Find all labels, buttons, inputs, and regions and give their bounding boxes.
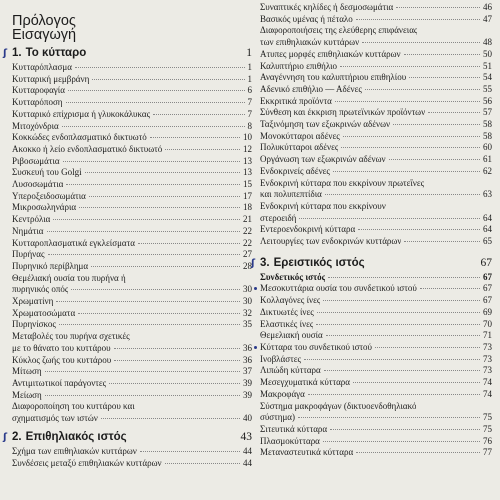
toc-entry-page: 1	[247, 73, 252, 84]
toc-entry-title: Οργάνωση των εξωκρινών αδένων	[260, 154, 386, 165]
toc-entry-title: Ενδοκρινή κύτταρα που εκκρίνουν	[260, 200, 386, 211]
toc-entry-title: Σιτευτικά κύτταρα	[260, 423, 328, 434]
toc-entry	[12, 261, 252, 273]
toc-entry-page: 28	[243, 260, 252, 271]
toc-entry-title: Σύνθεση και έκκριση πρωτεϊνικών προϊόντων	[260, 107, 426, 118]
toc-entry	[260, 365, 492, 377]
toc-entry-title: Μεταβολές του πυρήνα σχετικές	[12, 331, 130, 342]
toc-entry	[260, 342, 492, 354]
preface-heading: Πρόλογος	[12, 13, 76, 29]
toc-entry-title: Μείωση	[12, 389, 42, 400]
toc-entry-title: Εντεροενδοκρινή κύτταρα	[260, 224, 356, 235]
toc-entry	[260, 295, 492, 307]
toc-entry	[260, 377, 492, 389]
toc-entry-title: Ενδοκρινείς αδένες	[260, 165, 330, 176]
toc-entry-page: 73	[483, 341, 492, 352]
toc-entry	[12, 121, 252, 133]
toc-entry-page: 57	[483, 107, 492, 118]
bullet-mark-icon	[254, 287, 257, 290]
toc-entry	[12, 296, 252, 308]
toc-right-list	[260, 2, 492, 248]
toc-entry-page: 37	[243, 366, 252, 377]
toc-entry-page: 51	[483, 60, 492, 71]
toc-entry	[12, 179, 252, 191]
toc-entry	[12, 401, 252, 413]
toc-entry-title: Πολυκύτταροι αδένες	[260, 142, 339, 153]
toc-entry-title: Κύτταρα του συνδετικού ιστού	[260, 341, 373, 352]
toc-entry-title: Μακροφάγα	[260, 388, 305, 399]
toc-entry	[12, 144, 252, 156]
toc-entry	[12, 458, 252, 470]
toc-entry	[260, 389, 492, 401]
toc-entry	[260, 2, 492, 14]
toc-entry-page: 62	[483, 165, 492, 176]
toc-entry-page: 8	[247, 120, 252, 131]
toc-entry-title: Κυτταροπλασματικά εγκλείσματα	[12, 237, 135, 248]
toc-entry	[260, 283, 492, 295]
toc-entry-title: Νημάτια	[12, 225, 44, 236]
toc-entry-page: 30	[243, 284, 252, 295]
section-2-heading: ʃ 2. Επιθηλιακός ιστός 43	[12, 429, 252, 446]
toc-entry-title: Κολλαγόνες ίνες	[260, 295, 321, 306]
toc-entry-title: Μίτωση	[12, 366, 42, 377]
toc-entry-page: 30	[243, 296, 252, 307]
toc-entry-page: 22	[243, 237, 252, 248]
toc-entry-title: με το θάνατο του κυττάρου	[12, 342, 111, 353]
toc-entry	[12, 226, 252, 238]
toc-left-list	[12, 62, 252, 425]
toc-entry	[260, 213, 492, 225]
toc-entry-page: 44	[243, 457, 252, 468]
toc-entry-title: Αδενικό επιθήλιο — Αδένες	[260, 83, 362, 94]
toc-entry-title: Κύκλος ζωής του κυττάρου	[12, 354, 112, 365]
toc-entry	[260, 424, 492, 436]
toc-entry	[12, 378, 252, 390]
toc-entry-page: 75	[483, 412, 492, 423]
toc-entry	[12, 85, 252, 97]
toc-entry-page: 7	[247, 108, 252, 119]
toc-entry-page: 60	[483, 142, 492, 153]
toc-entry	[260, 201, 492, 213]
toc-entry-title: Θεμέλιακή ουσία του πυρήνα ή	[12, 272, 126, 283]
toc-entry-title: Ελαστικές ίνες	[260, 318, 314, 329]
toc-entry-page: 36	[243, 342, 252, 353]
toc-entry	[260, 14, 492, 26]
toc-entry-page: 54	[483, 72, 492, 83]
toc-entry-title: σχηματισμός των ιστών	[12, 413, 98, 424]
toc-entry-title: Κεντρόλια	[12, 214, 51, 225]
toc-entry	[260, 166, 492, 178]
toc-entry-page: 13	[243, 155, 252, 166]
toc-entry-title: Ακοκκο ή λείο ενδοπλασματικό δικτυωτό	[12, 143, 163, 154]
toc-entry-title: Αντιμιτωτικοί παράγοντες	[12, 377, 107, 388]
toc-entry	[260, 37, 492, 49]
toc-entry-page: 27	[243, 249, 252, 260]
toc-entry	[12, 390, 252, 402]
toc-entry-title: Χρωματίνη	[12, 296, 54, 307]
pen-mark-icon: ʃ	[3, 431, 8, 443]
toc-entry-title: Διαφοροποιήσεις της ελεύθερης επιφάνειας	[260, 25, 418, 36]
toc-entry-title: σύστημα)	[260, 412, 296, 423]
toc-entry-title: Εκκριτικά προϊόντα	[260, 95, 332, 106]
toc-entry	[12, 191, 252, 203]
toc-entry-page: 63	[483, 189, 492, 200]
section-1-heading: ʃ 1. Το κύτταρο 1	[12, 45, 252, 62]
toc-entry	[260, 436, 492, 448]
toc-entry-title: Διαφοροποίηση του κυττάρου και	[12, 401, 135, 412]
toc-entry	[260, 447, 492, 459]
toc-entry-page: 67	[483, 271, 492, 282]
toc-entry-page: 7	[247, 97, 252, 108]
toc-entry-page: 10	[243, 132, 252, 143]
section-3-heading: ʃ 3. Ερειστικός ιστός 67	[260, 255, 492, 272]
toc-entry-page: 32	[243, 307, 252, 318]
toc-entry	[12, 319, 252, 331]
toc-entry-title: Μονοκύτταροι αδένες	[260, 130, 340, 141]
toc-entry-page: 67	[483, 283, 492, 294]
toc-entry-title: Ριβοσωμάτια	[12, 155, 60, 166]
toc-right-list-3	[260, 272, 492, 459]
toc-entry-page: 21	[243, 214, 252, 225]
toc-entry-title: Ατυπες μορφές επιθηλιακών κυττάρων	[260, 48, 401, 59]
toc-entry-title: Δικτυωτές ίνες	[260, 306, 314, 317]
toc-entry-page: 58	[483, 130, 492, 141]
toc-right-column	[251, 0, 492, 459]
toc-entry-title: πυρηνικός οπός	[12, 284, 69, 295]
toc-entry-title: Χρωματοσώματα	[12, 307, 76, 318]
toc-entry	[260, 401, 492, 413]
toc-entry	[260, 72, 492, 84]
toc-entry-title: Κοκκώδες ενδοπλασματικό δικτυωτό	[12, 132, 147, 143]
toc-entry	[260, 178, 492, 190]
toc-entry-title: Συνδετικός ιστός	[260, 271, 326, 282]
toc-entry-title: Μεσοκυττάρια ουσία του συνδετικού ιστού	[260, 283, 417, 294]
toc-entry-page: 70	[483, 318, 492, 329]
toc-entry-page: 39	[243, 389, 252, 400]
toc-entry-title: Πυρηνίσκος	[12, 319, 56, 330]
toc-entry-title: στεροειδή	[260, 212, 297, 223]
toc-entry-title: Μεταναστευτικά κύτταρα	[260, 447, 354, 458]
toc-entry-title: Κυτταρόπλασμα	[12, 62, 72, 72]
toc-entry	[12, 413, 252, 425]
toc-entry-page: 22	[243, 225, 252, 236]
toc-entry-title: Ταξινόμηση των εξωκρινών αδένων	[260, 119, 391, 130]
toc-entry-title: Κυτταρόποση	[12, 97, 63, 108]
toc-entry-page: 6	[247, 85, 252, 96]
toc-entry-title: Πυρηνικό περίβλημα	[12, 260, 89, 271]
toc-entry-title: Λυσοσωμάτια	[12, 179, 64, 190]
toc-entry	[12, 132, 252, 144]
toc-entry-page: 39	[243, 377, 252, 388]
toc-entry-page: 64	[483, 212, 492, 223]
toc-entry	[260, 319, 492, 331]
toc-entry	[260, 25, 492, 37]
toc-entry	[260, 49, 492, 61]
toc-entry-title: Ινοβλάστες	[260, 353, 302, 364]
toc-entry	[260, 272, 492, 284]
toc-entry-page: 64	[483, 224, 492, 235]
toc-entry	[12, 238, 252, 250]
toc-entry	[12, 62, 252, 74]
toc-entry-page: 35	[243, 319, 252, 330]
toc-entry	[12, 331, 252, 343]
toc-entry	[260, 61, 492, 73]
bullet-mark-icon	[254, 346, 257, 349]
toc-entry-title: Μιτοχόνδρια	[12, 120, 59, 131]
toc-entry-page: 47	[483, 13, 492, 24]
toc-entry-page: 69	[483, 306, 492, 317]
toc-entry-page: 13	[243, 167, 252, 178]
toc-entry-page: 56	[483, 95, 492, 106]
toc-entry	[12, 446, 252, 458]
toc-entry-page: 61	[483, 154, 492, 165]
toc-entry	[12, 308, 252, 320]
toc-entry	[12, 74, 252, 86]
toc-entry	[260, 96, 492, 108]
toc-entry	[260, 307, 492, 319]
toc-entry-title: Πυρήνας	[12, 249, 45, 260]
toc-entry-page: 15	[243, 179, 252, 190]
toc-entry	[12, 109, 252, 121]
toc-entry-page: 67	[483, 295, 492, 306]
toc-left-list-2	[12, 446, 252, 469]
toc-entry	[260, 224, 492, 236]
toc-entry-title: Συνδέσεις μεταξύ επιθηλιακών κυττάρων	[12, 457, 162, 468]
toc-entry	[260, 131, 492, 143]
toc-entry-title: Κυτταρική μεμβράνη	[12, 73, 90, 84]
pen-mark-icon: ʃ	[3, 48, 8, 59]
toc-entry-page: 58	[483, 119, 492, 130]
toc-entry-title: Θεμελιακή ουσία	[260, 330, 323, 341]
toc-entry-page: 71	[483, 330, 492, 341]
introduction-heading: Εισαγωγή	[12, 27, 77, 43]
toc-entry-page: 1	[247, 62, 252, 72]
toc-entry	[12, 214, 252, 226]
toc-entry-title: Σχήμα των επιθηλιακών κυττάρων	[12, 445, 137, 456]
toc-entry-page: 18	[243, 202, 252, 213]
toc-entry-title: Καλυπτήριο επιθήλιο	[260, 60, 338, 71]
toc-entry-title: Σύστημα μακροφάγων (δικτυοενδοθηλιακό	[260, 400, 417, 411]
toc-entry-title: Μικροσωληνάρια	[12, 202, 77, 213]
toc-entry-page: 65	[483, 236, 492, 247]
toc-entry-page: 44	[243, 445, 252, 456]
toc-entry	[260, 107, 492, 119]
toc-entry	[12, 284, 252, 296]
toc-entry-title: Κυτταροφαγία	[12, 85, 65, 96]
toc-entry	[12, 156, 252, 168]
toc-entry	[260, 236, 492, 248]
toc-entry	[260, 142, 492, 154]
toc-entry-title: και πολυπεπτίδια	[260, 189, 322, 200]
toc-entry-title: Κυτταρικό επίχρισμα ή γλυκοκάλυκας	[12, 108, 151, 119]
toc-entry-title: Συναπτικές κηλίδες ή δεσμοσωμάτια	[260, 2, 394, 12]
toc-entry	[12, 167, 252, 179]
toc-entry-page: 77	[483, 447, 492, 458]
toc-entry	[260, 119, 492, 131]
toc-entry	[260, 412, 492, 424]
toc-entry-page: 74	[483, 377, 492, 388]
toc-entry-page: 73	[483, 365, 492, 376]
toc-entry-page: 17	[243, 190, 252, 201]
toc-entry	[260, 84, 492, 96]
toc-entry-page: 76	[483, 435, 492, 446]
toc-entry	[12, 355, 252, 367]
toc-entry	[12, 97, 252, 109]
toc-entry-title: Βασικός υμένας ή πέταλο	[260, 13, 353, 24]
toc-entry-title: Συσκευή του Golgi	[12, 167, 82, 178]
toc-entry-page: 55	[483, 83, 492, 94]
toc-entry-page: 46	[483, 2, 492, 12]
toc-entry-title: Λειτουργίες των ενδοκρινών κυττάρων	[260, 236, 402, 247]
toc-entry	[260, 154, 492, 166]
pen-mark-icon: ʃ	[251, 257, 256, 269]
toc-entry-title: Αναγέννηση του καλυπτήριου επιθηλίου	[260, 72, 407, 83]
toc-entry-page: 75	[483, 423, 492, 434]
toc-entry	[12, 273, 252, 285]
toc-entry	[12, 249, 252, 261]
toc-entry-page: 40	[243, 413, 252, 424]
toc-entry-title: Υπεροξειδοσωμάτια	[12, 190, 86, 201]
toc-entry-page: 48	[483, 37, 492, 48]
toc-entry-page: 50	[483, 48, 492, 59]
toc-left-column	[3, 0, 252, 469]
toc-entry	[260, 354, 492, 366]
toc-entry	[12, 202, 252, 214]
toc-entry	[260, 330, 492, 342]
toc-entry	[260, 189, 492, 201]
toc-entry-title: Πλασμοκύτταρα	[260, 435, 320, 446]
toc-entry-page: 12	[243, 143, 252, 154]
toc-entry-page: 36	[243, 354, 252, 365]
toc-entry-page: 74	[483, 388, 492, 399]
toc-entry-title: Μεσεγχυματικά κύτταρα	[260, 377, 350, 388]
toc-entry-title: Λιπώδη κύτταρα	[260, 365, 321, 376]
toc-entry-page: 73	[483, 353, 492, 364]
toc-entry	[12, 366, 252, 378]
toc-entry-title: των επιθηλιακών κυττάρων	[260, 37, 360, 48]
toc-entry-title: Ενδοκρινή κύτταρα που εκκρίνουν πρωτεΐνες	[260, 177, 425, 188]
toc-entry	[12, 343, 252, 355]
